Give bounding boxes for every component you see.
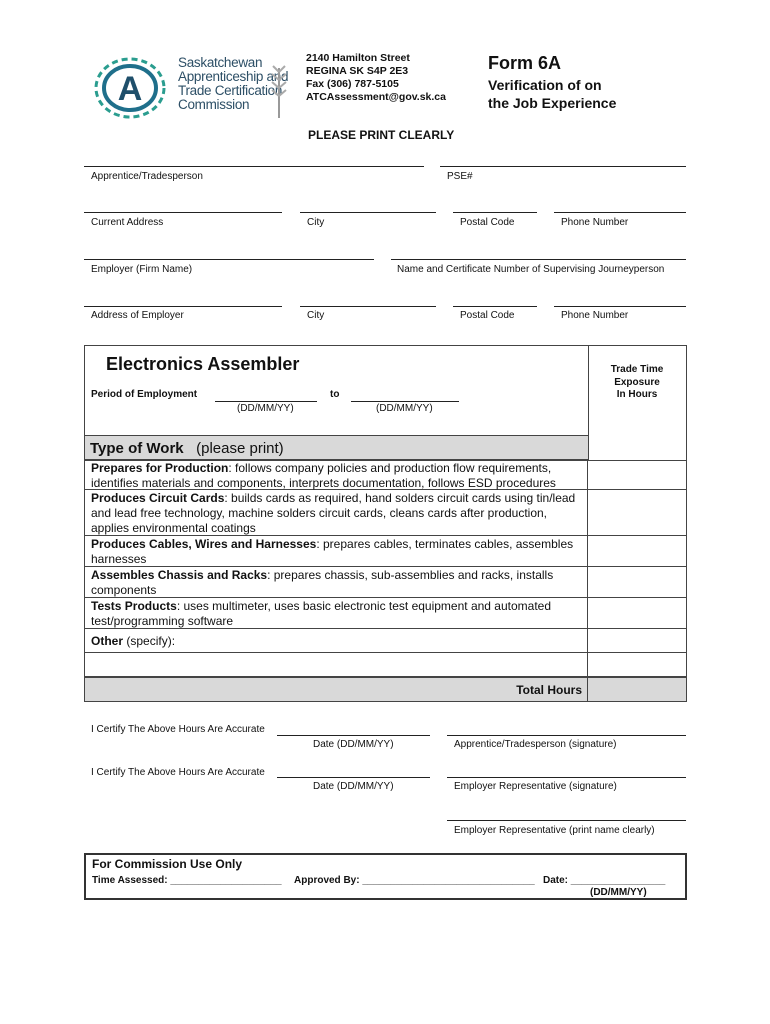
period-start-field[interactable]	[215, 401, 317, 402]
date-field-2[interactable]	[277, 777, 430, 778]
type-of-work-header	[84, 435, 589, 460]
phone-label-2: Phone Number	[561, 310, 629, 321]
employer-print-name-field[interactable]	[447, 820, 686, 821]
print-clearly-instruction: PLEASE PRINT CLEARLY	[308, 128, 455, 142]
current-address-field[interactable]	[84, 212, 282, 213]
city-field-1[interactable]	[300, 212, 436, 213]
logo-wheat-icon	[268, 60, 290, 120]
work-row-other[interactable]: Other (specify):	[84, 629, 687, 653]
period-start-format: (DD/MM/YY)	[237, 403, 294, 414]
total-hours-row	[84, 677, 687, 702]
work-row[interactable]: Produces Cables, Wires and Harnesses: prepares cables, terminates cables, assembles harnesses	[84, 536, 687, 567]
postal-code-field-1[interactable]	[453, 212, 537, 213]
apprentice-signature-field[interactable]	[447, 735, 686, 736]
postal-code-field-2[interactable]	[453, 306, 537, 307]
city-label-1: City	[307, 217, 325, 228]
employer-label: Employer (Firm Name)	[91, 264, 193, 275]
logo-emblem-icon	[92, 54, 172, 120]
employer-field[interactable]	[84, 259, 374, 260]
date-label-1: Date (DD/MM/YY)	[313, 739, 394, 750]
pse-field[interactable]	[440, 166, 686, 167]
commission-use-title: For Commission Use Only	[92, 857, 243, 871]
work-row[interactable]: Produces Circuit Cards: builds cards as required, hand solders circuit cards using tin/lead and lead free technology, machine solders circuit cards, cleans cards after production, applies environmental coatings	[84, 490, 687, 536]
postal-code-label-1: Postal Code	[460, 217, 515, 228]
apprentice-field[interactable]	[84, 166, 424, 167]
work-row[interactable]: Tests Products: uses multimeter, uses basic electronic test equipment and automated test/programming software	[84, 598, 687, 629]
logo-text: Saskatchewan Apprenticeship and Trade Certification Commission	[178, 55, 289, 112]
postal-code-label-2: Postal Code	[460, 310, 515, 321]
commission-use-box	[84, 853, 687, 900]
certify-text-1: I Certify The Above Hours Are Accurate	[91, 724, 265, 735]
work-row[interactable]: Assembles Chassis and Racks: prepares chassis, sub-assemblies and racks, installs components	[84, 567, 687, 598]
svg-text:A: A	[117, 70, 143, 108]
employer-print-name-label: Employer Representative (print name clearly)	[454, 825, 655, 836]
commission-date-field[interactable]: Date: _________________	[543, 875, 666, 886]
pse-label: PSE#	[447, 171, 473, 182]
type-of-work-rows	[84, 460, 687, 677]
period-end-field[interactable]	[351, 401, 459, 402]
total-hours-label: Total Hours	[516, 683, 582, 697]
period-to-label: to	[330, 389, 340, 400]
work-row-blank[interactable]	[84, 653, 687, 677]
phone-field-2[interactable]	[554, 306, 686, 307]
type-of-work-title: Type of Work	[90, 440, 184, 457]
journeyperson-field[interactable]	[391, 259, 686, 260]
employer-address-label: Address of Employer	[91, 310, 184, 321]
form-subtitle: Verification of on the Job Experience	[488, 77, 617, 111]
journeyperson-label: Name and Certificate Number of Supervising Journeyperson	[397, 264, 665, 275]
date-label-2: Date (DD/MM/YY)	[313, 781, 394, 792]
period-label: Period of Employment	[91, 389, 198, 400]
approved-by-field[interactable]: Approved By: _______________________________	[294, 875, 535, 886]
phone-field-1[interactable]	[554, 212, 686, 213]
period-end-format: (DD/MM/YY)	[376, 403, 433, 414]
commission-address: 2140 Hamilton Street REGINA SK S4P 2E3 Fax (306) 787-5105 ATCAssessment@gov.sk.ca	[306, 52, 446, 103]
city-field-2[interactable]	[300, 306, 436, 307]
employer-address-field[interactable]	[84, 306, 282, 307]
apprentice-signature-label: Apprentice/Tradesperson (signature)	[454, 739, 617, 750]
commission-logo	[92, 54, 292, 124]
phone-label-1: Phone Number	[561, 217, 629, 228]
work-row[interactable]: Prepares for Production: follows company policies and production flow requirements, identifies materials and components, interprets documentation, follows ESD procedures	[84, 460, 687, 490]
commission-date-format: (DD/MM/YY)	[590, 887, 647, 898]
apprentice-label: Apprentice/Tradesperson	[91, 171, 203, 182]
date-field-1[interactable]	[277, 735, 430, 736]
certify-text-2: I Certify The Above Hours Are Accurate	[91, 767, 265, 778]
trade-title: Electronics Assembler	[106, 354, 300, 374]
trade-time-header: Trade Time Exposure In Hours	[610, 364, 664, 400]
city-label-2: City	[307, 310, 325, 321]
time-assessed-field[interactable]: Time Assessed: ____________________	[92, 875, 282, 886]
current-address-label: Current Address	[91, 217, 164, 228]
employer-signature-field[interactable]	[447, 777, 686, 778]
employer-signature-label: Employer Representative (signature)	[454, 781, 617, 792]
type-of-work-note: (please print)	[196, 440, 284, 457]
form-number: Form 6A	[488, 53, 562, 73]
